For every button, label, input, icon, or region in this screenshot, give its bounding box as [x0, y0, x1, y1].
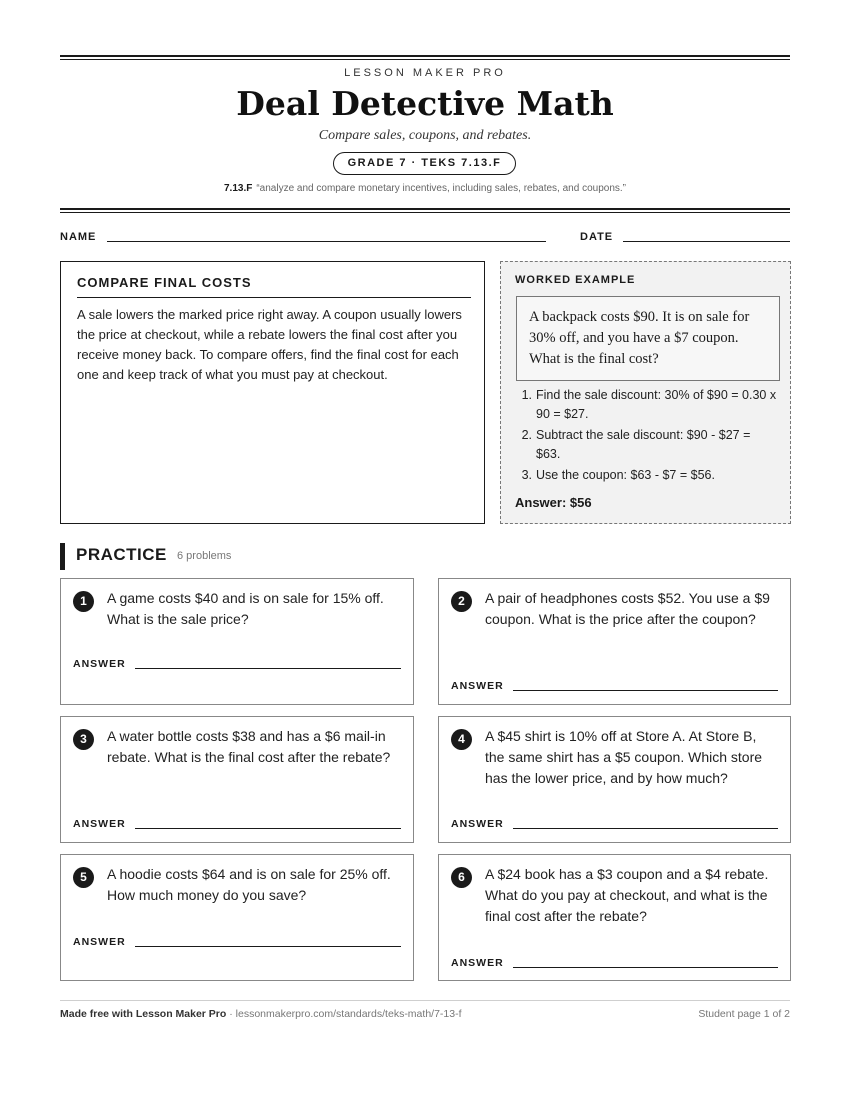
worked-example-problem: A backpack costs $90. It is on sale for 30% off, and you have a $7 coupon. What is the final cost? [516, 296, 780, 381]
footer-rule [60, 1000, 790, 1001]
step-number: 1. [521, 388, 532, 402]
answer-line[interactable] [513, 828, 778, 829]
name-field[interactable] [107, 241, 546, 242]
date-label: DATE [580, 231, 614, 243]
footer-url[interactable]: lessonmakerpro.com/standards/teks-math/7-13-f [235, 1008, 462, 1020]
answer-line[interactable] [135, 828, 401, 829]
step-text: Use the coupon: $63 - $7 = $56. [536, 468, 715, 482]
worked-example-steps [515, 386, 777, 487]
step-item [515, 426, 777, 464]
page-subtitle: Compare sales, coupons, and rebates. [318, 128, 532, 143]
standard-line [0, 183, 850, 194]
problem-number-badge: 5 [73, 867, 94, 888]
practice-problem-card [438, 854, 791, 981]
problem-text: A hoodie costs $64 and is on sale for 25% off. How much money do you save? [107, 866, 391, 903]
answer-label: ANSWER [451, 680, 504, 692]
footer-separator: · [226, 1008, 236, 1020]
problem-text: A $24 book has a $3 coupon and a $4 rebate. What do you pay at checkout, and what is the final cost after the rebate? [485, 866, 769, 924]
problem-number-badge: 1 [73, 591, 94, 612]
worked-example-heading: WORKED EXAMPLE [515, 274, 636, 286]
standard-code: 7.13.F [223, 183, 253, 194]
page-indicator: Student page 1 of 2 [698, 1008, 790, 1020]
standard-text: “analyze and compare monetary incentives, including sales, rebates, and coupons.” [256, 183, 626, 194]
problem-text: A water bottle costs $38 and has a $6 mail-in rebate. What is the final cost after the rebate? [107, 728, 391, 765]
step-text: Find the sale discount: 30% of $90 = 0.30 x 90 = $27. [536, 388, 777, 421]
brand-kicker: LESSON MAKER PRO [344, 67, 506, 79]
grade-badge: GRADE 7 · TEKS 7.13.F [333, 152, 516, 175]
concept-body: A sale lowers the marked price right away. A coupon usually lowers the price at checkout, while a rebate lowers the final cost after you receive money back. To compare offers, find the final cost for each one and keep track of what you must pay at checkout. [77, 307, 462, 382]
problem-number-badge: 4 [451, 729, 472, 750]
worked-example-box [500, 261, 791, 524]
footer-credit [60, 1008, 462, 1020]
practice-problem-card [60, 854, 414, 981]
answer-line[interactable] [513, 690, 778, 691]
step-item [515, 386, 777, 424]
problem-number-badge: 3 [73, 729, 94, 750]
name-label: NAME [60, 231, 97, 243]
answer-line[interactable] [513, 967, 778, 968]
practice-title: PRACTICE [76, 545, 167, 564]
practice-problem-card [438, 716, 791, 843]
practice-accent-bar [60, 543, 65, 570]
practice-problem-card [438, 578, 791, 705]
page-title: Deal Detective Math [236, 84, 614, 123]
concept-heading: COMPARE FINAL COSTS [77, 275, 471, 298]
practice-problem-card [60, 578, 414, 705]
answer-label: ANSWER [451, 957, 504, 969]
answer-label: ANSWER [73, 818, 126, 830]
header-bottom-rule [60, 208, 790, 213]
answer-line[interactable] [135, 668, 401, 669]
problem-text: A pair of headphones costs $52. You use a $9 coupon. What is the price after the coupon? [485, 590, 770, 627]
step-item [515, 466, 777, 485]
answer-label: ANSWER [451, 818, 504, 830]
answer-label: ANSWER [73, 936, 126, 948]
answer-line[interactable] [135, 946, 401, 947]
practice-problem-card [60, 716, 414, 843]
step-text: Subtract the sale discount: $90 - $27 = $63. [536, 428, 751, 461]
problem-number-badge: 6 [451, 867, 472, 888]
problem-number-badge: 2 [451, 591, 472, 612]
concept-box [60, 261, 485, 524]
answer-label: ANSWER [73, 658, 126, 670]
step-number: 3. [521, 468, 532, 482]
top-rule [60, 55, 790, 60]
problem-text: A game costs $40 and is on sale for 15% off. What is the sale price? [107, 590, 384, 627]
date-field[interactable] [623, 241, 790, 242]
worked-example-answer: Answer: $56 [515, 495, 592, 510]
step-number: 2. [521, 428, 532, 442]
footer-made-with: Made free with Lesson Maker Pro [60, 1008, 227, 1020]
problem-text: A $45 shirt is 10% off at Store A. At Store B, the same shirt has a $5 coupon. Which store has the lower price, and by how much? [485, 728, 763, 786]
practice-count: 6 problems [177, 550, 232, 562]
